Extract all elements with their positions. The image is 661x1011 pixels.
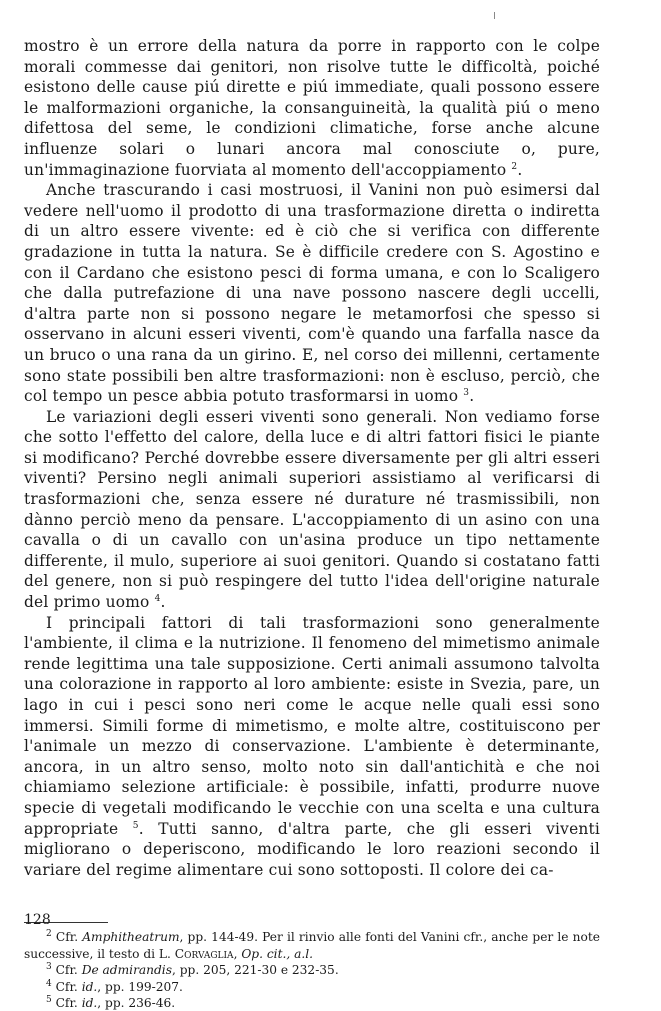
footnote-ref-2: 2 — [511, 161, 518, 172]
page — [24, 36, 600, 1011]
footnote-3: $^3$ Cfr. De admirandis, pp. 205, 221-30 e 232-35. — [46, 962, 339, 978]
footnote-4: $^4$ Cfr. id., pp. 199-207. — [46, 978, 183, 994]
footnote-ref-5: 5 — [132, 820, 139, 831]
footnote-ref-4: 4 — [154, 593, 161, 604]
footnote-ref-3: 3 — [463, 387, 470, 398]
page-number: 128 — [24, 912, 51, 928]
paragraph-2: Anche trascurando i casi mostruosi, il Vanini non può esimersi dal vedere nell'uomo il prodotto di una trasformazione diretta o indiretta di un altro essere vivente: ed è ciò che si verifica con differente gradazione in tutta la natura. Se è difficile credere con S. Agostino e con il Cardano che esistono pesci di forma umana, e con lo Scaligero che dalla putrefazione di una nave possono nascere degli uccelli, d'altra parte non si possono negare le metamorfosi che spesso si osservano in alcuni esseri viventi, com'è quando una farfalla nasce da un bruco o una rana da un girino. E, nel corso dei millenni, certamente sono state possibili ben altre trasformazioni: non è escluso, perciò, che col tempo un pesce abbia potuto trasformarsi in uomo $^3$. — [24, 181, 600, 406]
scan-mark — [494, 12, 495, 19]
paragraph-1: mostro è un errore della natura da porre in rapporto con le colpe morali commesse dai genitori, non risolve tutte le difficoltà, poiché esistono delle cause piú dirette e piú immediate, quali possono essere le malformazioni organiche, la consanguineità, la qualità piú o meno difettosa del seme, le condizioni climatiche, forse anche alcune influenze solari o lunari ancora mal conosciute o, pure, un'immaginazione fuorviata al momento dell'accoppiamento $^2$. — [24, 37, 600, 179]
footnote-5: $^5$ Cfr. id., pp. 236-46. — [46, 994, 176, 1010]
body-text — [24, 36, 600, 880]
paragraph-3: Le variazioni degli esseri viventi sono generali. Non vediamo forse che sotto l'effetto del calore, della luce e di altri fattori fisici le piante si modificano? Perché dovrebbe essere diversamente per gli altri esseri viventi? Persino negli animali superiori assistiamo al verificarsi di trasformazioni che, senza essere né durature né trasmissibili, non dànno perciò meno da pensare. L'accoppiamento di un asino con una cavalla o di un cavallo con un'asina produce un tipo nettamente differente, il mulo, superiore ai suoi genitori. Quando si costatano fatti del genere, non si può respingere del tutto l'idea dell'origine naturale del primo uomo $^4$. — [24, 407, 600, 612]
paragraph-4: I principali fattori di tali trasformazioni sono generalmente l'ambiente, il clima e la nutrizione. Il fenomeno del mimetismo animale rende legittima una tale supposizione. Certi animali assumono talvolta una colorazione in rapporto al loro ambiente: esiste in Svezia, pare, un lago in cui i pesci sono neri come le acque nelle quali essi sono immersi. Simili forme di mimetismo, e molte altre, costituiscono per l'animale un mezzo di conservazione. L'ambiente è determinante, ancora, in un altro senso, molto noto sin dall'antichità e che noi chiamiamo selezione artificiale: è possibile, infatti, produrre nuove specie di vegetali modificando le vecchie con una scelta e una cultura appropriate $^5$. Tutti sanno, d'altra parte, che gli esseri viventi migliorano o deperiscono, modificando le loro reazioni secondo il variare del regime alimentare cui sono sottoposti. Il colore dei ca- — [24, 613, 601, 879]
footnote-2: $^2$ Cfr. Amphitheatrum, pp. 144-49. Per il rinvio alle fonti del Vanini cfr., anche per le note successive, il testo di L. Corvaglia, Op. cit., a.l. — [24, 929, 600, 961]
footnotes — [24, 929, 600, 1011]
